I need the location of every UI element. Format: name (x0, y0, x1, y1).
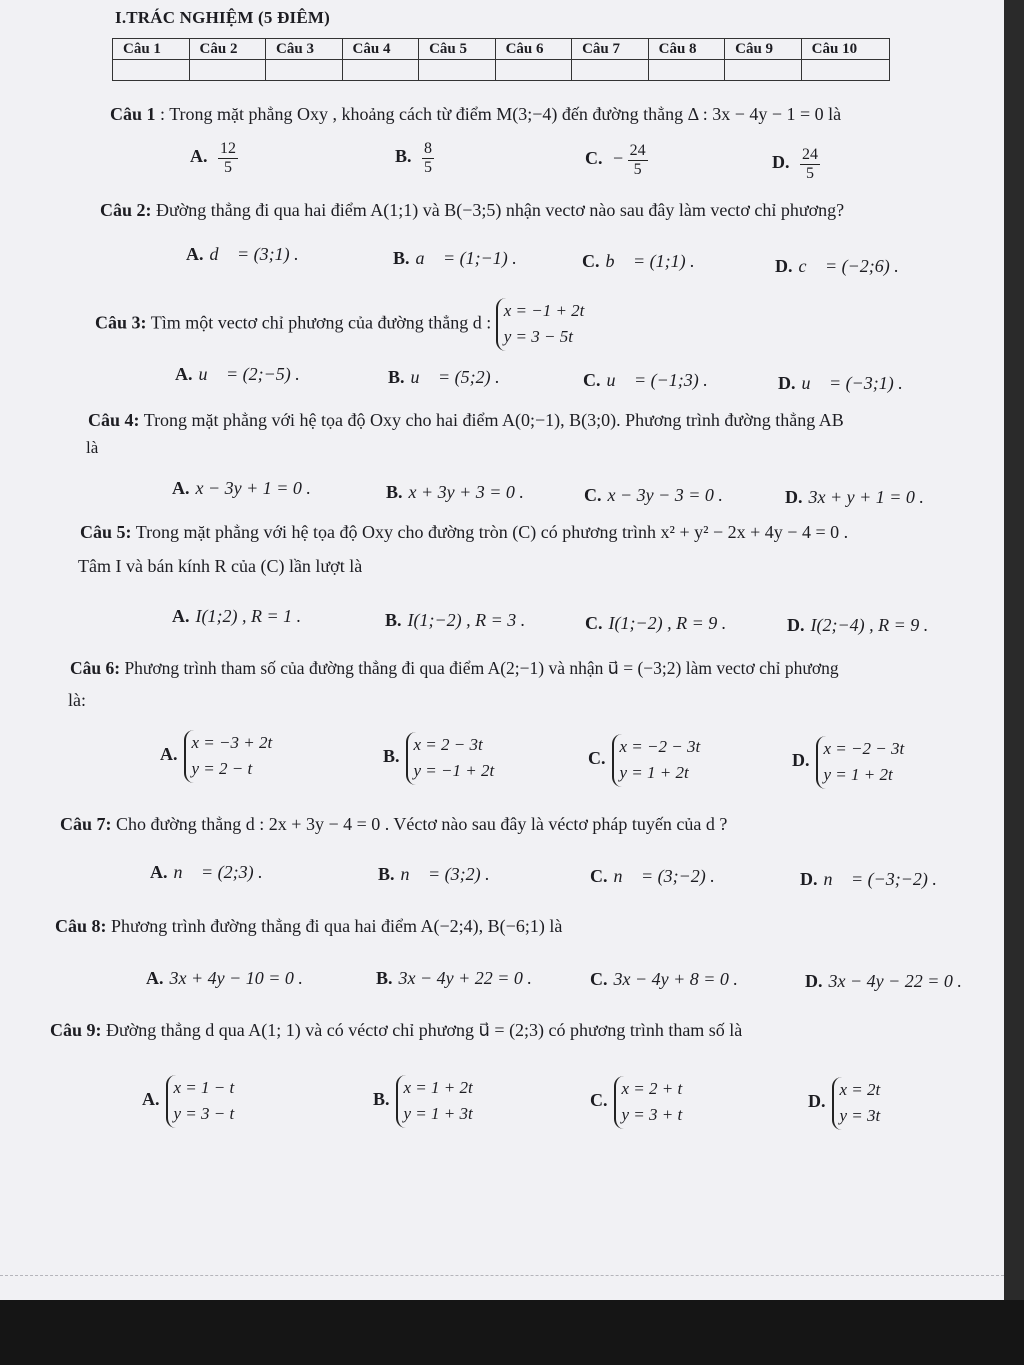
q5-option-a[interactable] (172, 606, 301, 627)
answer-cell[interactable] (495, 60, 572, 81)
answer-cell[interactable] (342, 60, 419, 81)
option-value: 3x − 4y − 22 = 0 . (828, 971, 962, 991)
question-4 (88, 410, 844, 431)
answer-cell[interactable] (572, 60, 649, 81)
q2-option-d[interactable] (775, 256, 899, 277)
question-label: Câu 8: (55, 916, 107, 936)
option-label: A. (186, 244, 204, 264)
option-label: D. (785, 487, 803, 507)
option-label: A. (150, 862, 168, 882)
answer-cell[interactable] (189, 60, 266, 81)
option-label: B. (378, 864, 395, 884)
param-system: x = −2 − 3t y = 1 + 2t (816, 736, 905, 789)
fraction: $\frac{24}{5}$ (802, 146, 818, 182)
q1-option-d[interactable] (772, 146, 820, 182)
option-label: C. (585, 148, 603, 169)
fraction: $\frac{12}{5}$ (220, 140, 236, 176)
page-divider (0, 1275, 1004, 1277)
question-6 (70, 658, 839, 679)
question-text: Phương trình đường thẳng đi qua hai điểm A(−2;4), B(−6;1) là (111, 916, 563, 936)
answer-cell[interactable] (419, 60, 496, 81)
option-value: n⃗ = (3;2) . (400, 864, 490, 884)
option-label: B. (373, 1089, 390, 1110)
option-value: I(1;−2) , R = 9 . (608, 613, 727, 633)
option-value: n⃗ = (3;−2) . (613, 866, 715, 886)
answer-table-blank-row (113, 60, 890, 81)
q2-option-b[interactable] (393, 248, 517, 269)
answer-header-cell: Câu 5 (419, 39, 496, 60)
option-label: D. (808, 1091, 826, 1112)
q1-option-b[interactable] (395, 140, 434, 176)
answer-header-cell: Câu 8 (648, 39, 725, 60)
q9-option-b[interactable] (373, 1075, 473, 1128)
q4-option-d[interactable] (785, 487, 924, 508)
minus-sign: − (613, 148, 624, 169)
q8-option-c[interactable] (590, 969, 738, 990)
option-value: I(2;−4) , R = 9 . (810, 615, 929, 635)
answer-cell[interactable] (725, 60, 802, 81)
answer-header-cell: Câu 6 (495, 39, 572, 60)
question-8 (55, 916, 562, 937)
option-label: D. (787, 615, 805, 635)
question-label: Câu 3: (95, 312, 147, 333)
option-label: B. (383, 746, 400, 767)
q8-option-d[interactable] (805, 971, 962, 992)
question-label: Câu 5: (80, 522, 132, 542)
q1-option-a[interactable] (190, 140, 238, 176)
param-system: x = 1 + 2t y = 1 + 3t (396, 1075, 473, 1128)
question-label: Câu 9: (50, 1020, 102, 1040)
option-label: C. (590, 969, 608, 989)
q9-option-c[interactable] (590, 1076, 682, 1129)
q7-option-c[interactable] (590, 866, 715, 887)
question-text: Tìm một vectơ chỉ phương của đường thẳng d : (150, 312, 492, 333)
fraction: $\frac{8}{5}$ (424, 140, 433, 176)
q4-option-b[interactable] (386, 482, 524, 503)
q2-option-c[interactable] (582, 251, 695, 272)
q4-option-c[interactable] (584, 485, 723, 506)
background-edge-right (1004, 0, 1024, 1300)
option-label: A. (172, 606, 190, 626)
option-label: B. (376, 968, 393, 988)
option-label: B. (386, 482, 403, 502)
param-system: x = 2 − 3t y = −1 + 2t (406, 732, 495, 785)
question-label: Câu 6: (70, 658, 121, 678)
param-system: x = 2t y = 3t (832, 1077, 881, 1130)
option-label: D. (800, 869, 818, 889)
option-label: A. (175, 364, 193, 384)
answer-cell[interactable] (113, 60, 190, 81)
question-text: Đường thẳng d qua A(1; 1) và có véctơ chỉ phương u⃗ = (2;3) có phương trình tham số là (106, 1020, 743, 1040)
option-value: 3x + y + 1 = 0 . (808, 487, 924, 507)
option-label: C. (590, 866, 608, 886)
option-value: 3x + 4y − 10 = 0 . (169, 968, 303, 988)
question-2 (100, 200, 844, 221)
option-label: C. (585, 613, 603, 633)
option-value: u⃗ = (5;2) . (410, 367, 500, 387)
param-system: x = 1 − t y = 3 − t (166, 1075, 235, 1128)
answer-header-cell: Câu 1 (113, 39, 190, 60)
param-system: x = −3 + 2t y = 2 − t (184, 730, 273, 783)
option-label: B. (393, 248, 410, 268)
q3-option-c[interactable] (583, 370, 708, 391)
param-system: x = −1 + 2t y = 3 − 5t (496, 298, 585, 351)
option-value: n⃗ = (−3;−2) . (823, 869, 937, 889)
answer-table-header-row (113, 39, 890, 60)
option-label: D. (778, 373, 796, 393)
question-text: Phương trình tham số của đường thẳng đi qua điểm A(2;−1) và nhận u⃗ = (−3;2) làm vectơ chỉ phương (124, 658, 839, 678)
option-label: B. (395, 146, 412, 167)
section-title: I.TRÁC NGHIỆM (5 ĐIÊM) (115, 8, 331, 27)
question-9 (50, 1020, 742, 1041)
option-label: A. (146, 968, 164, 988)
option-value: x − 3y + 1 = 0 . (195, 478, 311, 498)
option-label: D. (775, 256, 793, 276)
answer-header-cell: Câu 7 (572, 39, 649, 60)
q2-option-a[interactable] (186, 244, 299, 265)
question-6-continuation: là: (68, 690, 86, 710)
option-label: A. (142, 1089, 160, 1110)
q3-option-a[interactable] (175, 364, 300, 385)
answer-table (112, 38, 890, 81)
q7-option-b[interactable] (378, 864, 490, 885)
answer-cell[interactable] (801, 60, 889, 81)
question-text: : Trong mặt phẳng Oxy , khoảng cách từ điểm M(3;−4) đến đường thẳng Δ : 3x − 4y − 1 = 0 là (160, 104, 842, 124)
q3-option-d[interactable] (778, 373, 903, 394)
answer-header-cell: Câu 2 (189, 39, 266, 60)
question-label: Câu 2: (100, 200, 152, 220)
question-label: Câu 1 (110, 104, 156, 124)
q6-option-d[interactable] (792, 736, 904, 789)
question-7 (60, 814, 727, 835)
option-label: A. (172, 478, 190, 498)
option-value: I(1;2) , R = 1 . (195, 606, 302, 626)
param-system: x = 2 + t y = 3 + t (614, 1076, 683, 1129)
q8-option-b[interactable] (376, 968, 532, 989)
question-4-continuation: là (86, 438, 99, 457)
option-value: I(1;−2) , R = 3 . (407, 610, 526, 630)
answer-header-cell: Câu 3 (266, 39, 343, 60)
q7-option-d[interactable] (800, 869, 937, 890)
answer-cell[interactable] (266, 60, 343, 81)
question-5-continuation: Tâm I và bán kính R của (C) lần lượt là (78, 556, 363, 576)
option-value: c⃗ = (−2;6) . (798, 256, 899, 276)
background-edge-bottom (0, 1300, 1024, 1365)
option-label: C. (582, 251, 600, 271)
option-label: C. (588, 748, 606, 769)
question-text: Đường thẳng đi qua hai điểm A(1;1) và B(−3;5) nhận vectơ nào sau đây làm vectơ chỉ phương? (156, 200, 845, 220)
option-value: 3x − 4y + 22 = 0 . (398, 968, 532, 988)
option-label: C. (583, 370, 601, 390)
option-value: x + 3y + 3 = 0 . (408, 482, 524, 502)
answer-header-cell: Câu 10 (801, 39, 889, 60)
option-value: u⃗ = (−3;1) . (801, 373, 903, 393)
question-label: Câu 7: (60, 814, 112, 834)
q9-option-a[interactable] (142, 1075, 234, 1128)
q6-option-a[interactable] (160, 730, 272, 783)
q6-option-c[interactable] (588, 734, 700, 787)
question-text: Trong mặt phẳng với hệ tọa độ Oxy cho hai điểm A(0;−1), B(3;0). Phương trình đường thẳng AB (143, 410, 844, 430)
option-value: u⃗ = (2;−5) . (198, 364, 300, 384)
option-label: B. (388, 367, 405, 387)
q5-option-b[interactable] (385, 610, 525, 631)
question-label: Câu 4: (88, 410, 140, 430)
q7-option-a[interactable] (150, 862, 263, 883)
q3-option-b[interactable] (388, 367, 500, 388)
q9-option-d[interactable] (808, 1077, 880, 1130)
fraction: $\frac{24}{5}$ (629, 142, 646, 178)
option-label: A. (160, 744, 178, 765)
option-label: D. (772, 152, 790, 173)
question-text: Trong mặt phẳng với hệ tọa độ Oxy cho đường tròn (C) có phương trình x² + y² − 2x + 4y − 4 = 0 . (135, 522, 849, 542)
option-value: 3x − 4y + 8 = 0 . (613, 969, 738, 989)
option-label: B. (385, 610, 402, 630)
q1-option-c[interactable] (585, 142, 648, 178)
q6-option-b[interactable] (383, 732, 494, 785)
answer-header-cell: Câu 9 (725, 39, 802, 60)
question-text: Cho đường thẳng d : 2x + 3y − 4 = 0 . Véctơ nào sau đây là véctơ pháp tuyến của d ? (116, 814, 728, 834)
option-value: a⃗ = (1;−1) . (415, 248, 517, 268)
option-value: n⃗ = (2;3) . (173, 862, 263, 882)
q4-option-a[interactable] (172, 478, 311, 499)
q8-option-a[interactable] (146, 968, 303, 989)
option-value: d⃗ = (3;1) . (209, 244, 299, 264)
option-value: b⃗ = (1;1) . (605, 251, 695, 271)
question-3 (95, 298, 584, 351)
question-1 (110, 104, 841, 125)
option-label: D. (805, 971, 823, 991)
q5-option-c[interactable] (585, 613, 726, 634)
q5-option-d[interactable] (787, 615, 928, 636)
option-value: x − 3y − 3 = 0 . (607, 485, 723, 505)
question-5 (80, 522, 848, 543)
answer-cell[interactable] (648, 60, 725, 81)
option-label: C. (584, 485, 602, 505)
option-value: u⃗ = (−1;3) . (606, 370, 708, 390)
option-label: D. (792, 750, 810, 771)
option-label: A. (190, 146, 208, 167)
param-system: x = −2 − 3t y = 1 + 2t (612, 734, 701, 787)
option-label: C. (590, 1090, 608, 1111)
answer-header-cell: Câu 4 (342, 39, 419, 60)
